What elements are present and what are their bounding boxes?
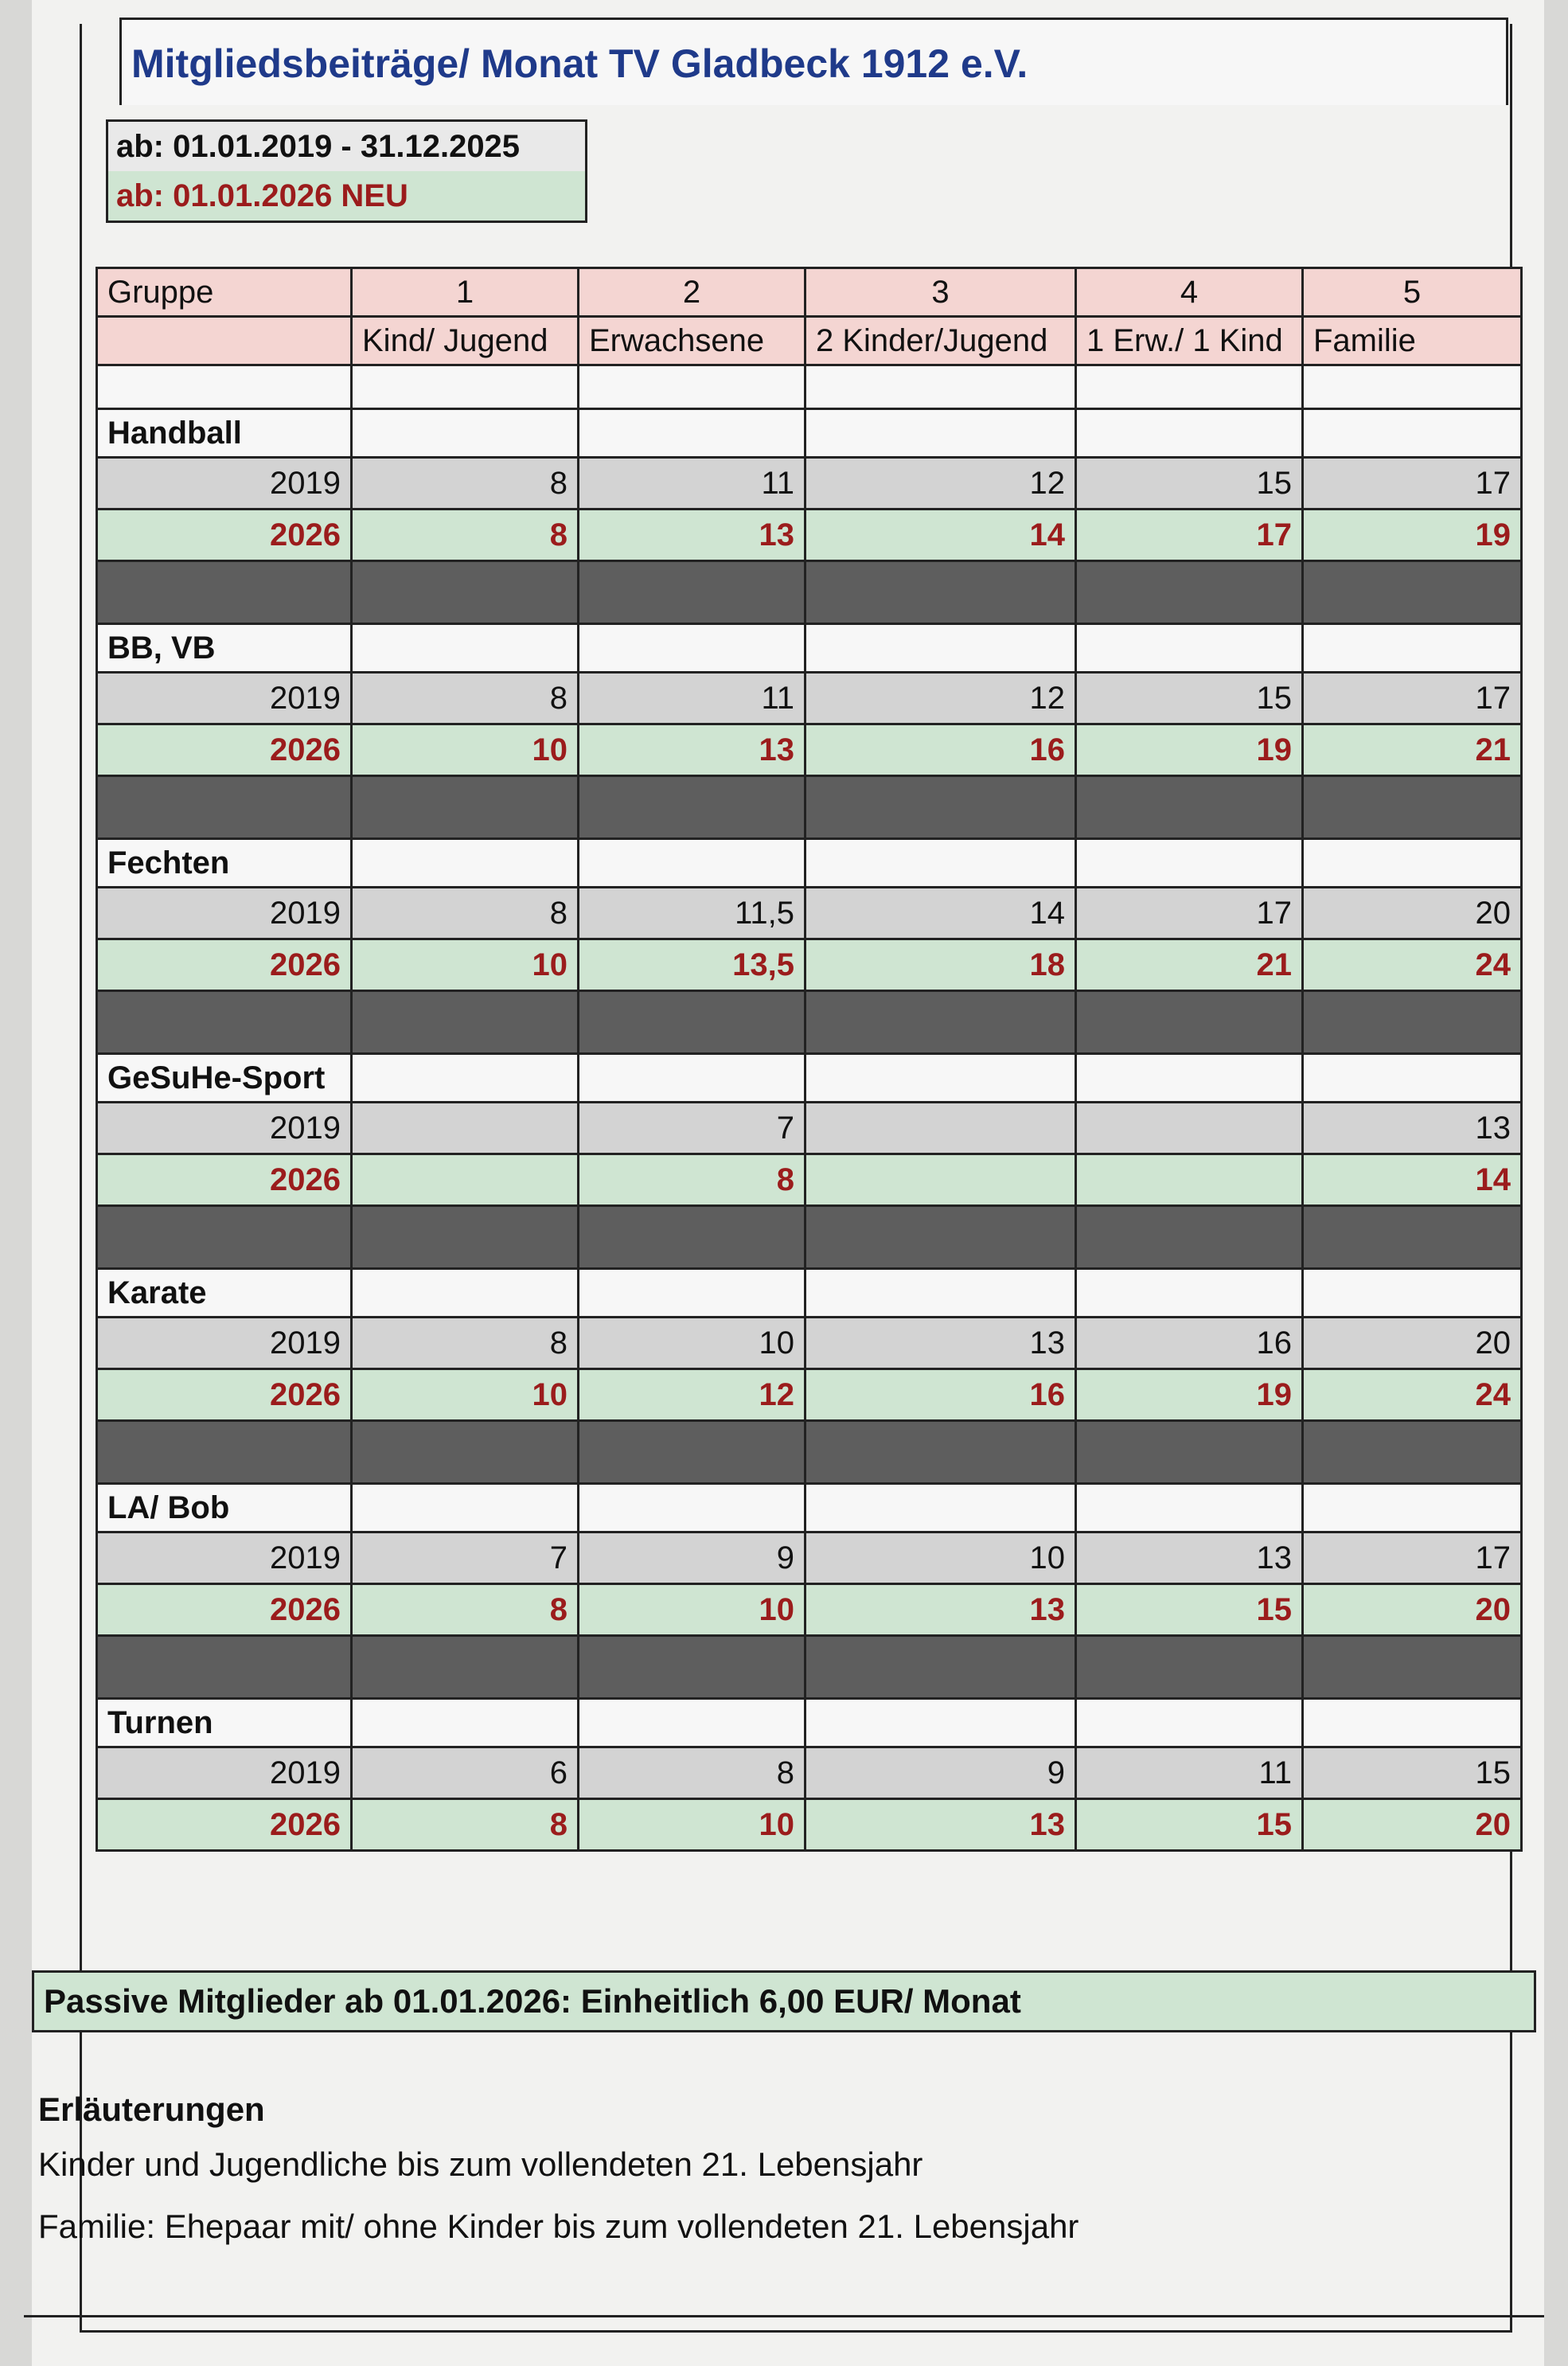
empty-cell	[1303, 1054, 1522, 1103]
group-name: LA/ Bob	[97, 1484, 352, 1532]
fee-row-2019	[97, 673, 1522, 724]
empty-cell	[1076, 624, 1303, 673]
fee-row-2026	[97, 1369, 1522, 1421]
group-row	[97, 1054, 1522, 1103]
header-category: Kind/ Jugend	[352, 317, 579, 365]
separator-cell	[352, 991, 579, 1054]
separator-cell	[97, 1206, 352, 1269]
year-label: 2026	[97, 510, 352, 561]
fee-value: 17	[1076, 510, 1303, 561]
fee-value: 10	[352, 939, 579, 991]
fee-row-2026	[97, 510, 1522, 561]
blank-cell	[805, 365, 1076, 409]
header-row-categories	[97, 317, 1522, 365]
separator-cell	[97, 991, 352, 1054]
fee-value: 9	[579, 1532, 805, 1584]
fee-value: 11	[579, 673, 805, 724]
fee-value	[1076, 1154, 1303, 1206]
empty-cell	[1303, 409, 1522, 458]
fee-value: 24	[1303, 939, 1522, 991]
separator-cell	[97, 1636, 352, 1699]
empty-cell	[352, 1269, 579, 1318]
empty-cell	[579, 1699, 805, 1747]
fee-value	[805, 1103, 1076, 1154]
fee-row-2026	[97, 1799, 1522, 1851]
fee-value: 17	[1303, 673, 1522, 724]
fee-value: 21	[1076, 939, 1303, 991]
fee-value: 10	[579, 1584, 805, 1636]
fee-value: 6	[352, 1747, 579, 1799]
fee-value: 10	[579, 1799, 805, 1851]
fee-value: 8	[579, 1747, 805, 1799]
separator-cell	[1076, 1636, 1303, 1699]
group-name: Fechten	[97, 839, 352, 888]
header-category: Erwachsene	[579, 317, 805, 365]
empty-cell	[1076, 839, 1303, 888]
fee-value	[805, 1154, 1076, 1206]
empty-cell	[352, 1699, 579, 1747]
empty-cell	[805, 1269, 1076, 1318]
header-number: 4	[1076, 268, 1303, 317]
header-number: 5	[1303, 268, 1522, 317]
year-label: 2026	[97, 1154, 352, 1206]
separator-cell	[1303, 776, 1522, 839]
empty-cell	[352, 409, 579, 458]
fee-value: 12	[805, 458, 1076, 510]
notes-line: Familie: Ehepaar mit/ ohne Kinder bis zum vollendeten 21. Lebensjahr	[38, 2208, 1079, 2245]
fee-value: 20	[1303, 888, 1522, 939]
separator-cell	[1303, 991, 1522, 1054]
separator-row	[97, 561, 1522, 624]
empty-cell	[805, 624, 1076, 673]
separator-cell	[579, 1636, 805, 1699]
empty-cell	[1303, 1699, 1522, 1747]
group-row	[97, 839, 1522, 888]
separator-cell	[352, 561, 579, 624]
fee-value: 13	[579, 510, 805, 561]
separator-cell	[579, 561, 805, 624]
header-category: 2 Kinder/Jugend	[805, 317, 1076, 365]
fee-value: 20	[1303, 1318, 1522, 1369]
blank-cell	[97, 365, 352, 409]
fee-value: 10	[352, 724, 579, 776]
year-label: 2019	[97, 1318, 352, 1369]
separator-cell	[805, 991, 1076, 1054]
empty-cell	[1303, 1269, 1522, 1318]
separator-cell	[805, 561, 1076, 624]
separator-cell	[97, 561, 352, 624]
fee-row-2019	[97, 1532, 1522, 1584]
fee-value: 8	[579, 1154, 805, 1206]
fee-value	[352, 1154, 579, 1206]
fee-value: 20	[1303, 1584, 1522, 1636]
fee-value: 10	[805, 1532, 1076, 1584]
year-label: 2019	[97, 1532, 352, 1584]
fee-value: 9	[805, 1747, 1076, 1799]
fee-row-2026	[97, 1154, 1522, 1206]
fee-value: 11	[1076, 1747, 1303, 1799]
group-name: Handball	[97, 409, 352, 458]
group-name: Turnen	[97, 1699, 352, 1747]
header-row-numbers	[97, 268, 1522, 317]
year-label: 2026	[97, 1584, 352, 1636]
empty-cell	[805, 1054, 1076, 1103]
separator-cell	[1076, 1421, 1303, 1484]
header-number: 2	[579, 268, 805, 317]
empty-cell	[805, 409, 1076, 458]
year-label: 2026	[97, 724, 352, 776]
separator-cell	[97, 776, 352, 839]
empty-cell	[1303, 839, 1522, 888]
bottom-rule	[24, 2315, 1544, 2317]
empty-cell	[1076, 409, 1303, 458]
fee-value: 15	[1076, 458, 1303, 510]
fee-value: 13,5	[579, 939, 805, 991]
fee-value: 10	[579, 1318, 805, 1369]
group-name: Karate	[97, 1269, 352, 1318]
empty-cell	[579, 624, 805, 673]
fee-row-2019	[97, 888, 1522, 939]
empty-cell	[579, 839, 805, 888]
year-label: 2026	[97, 1799, 352, 1851]
empty-cell	[1076, 1699, 1303, 1747]
separator-cell	[1076, 991, 1303, 1054]
header-number: 3	[805, 268, 1076, 317]
separator-cell	[1303, 561, 1522, 624]
empty-cell	[352, 1484, 579, 1532]
fee-value	[1076, 1103, 1303, 1154]
separator-cell	[352, 1636, 579, 1699]
separator-row	[97, 1636, 1522, 1699]
separator-cell	[579, 776, 805, 839]
fee-value: 11	[579, 458, 805, 510]
separator-row	[97, 991, 1522, 1054]
group-row	[97, 409, 1522, 458]
year-label: 2019	[97, 458, 352, 510]
separator-cell	[1076, 776, 1303, 839]
fee-value: 19	[1076, 724, 1303, 776]
year-label: 2019	[97, 673, 352, 724]
separator-cell	[805, 1636, 1076, 1699]
fee-value: 20	[1303, 1799, 1522, 1851]
fee-value: 17	[1303, 458, 1522, 510]
fee-value: 16	[805, 724, 1076, 776]
fee-row-2026	[97, 724, 1522, 776]
separator-cell	[579, 1421, 805, 1484]
separator-cell	[805, 1206, 1076, 1269]
fee-value: 7	[579, 1103, 805, 1154]
fee-value: 8	[352, 1318, 579, 1369]
validity-box	[106, 119, 587, 223]
fee-value: 17	[1076, 888, 1303, 939]
fee-row-2019	[97, 1318, 1522, 1369]
fee-value: 12	[805, 673, 1076, 724]
fee-row-2019	[97, 458, 1522, 510]
separator-cell	[97, 1421, 352, 1484]
fee-value: 13	[579, 724, 805, 776]
empty-cell	[579, 1484, 805, 1532]
fee-value: 15	[1303, 1747, 1522, 1799]
fee-value: 8	[352, 1584, 579, 1636]
fee-value: 7	[352, 1532, 579, 1584]
fee-value: 16	[805, 1369, 1076, 1421]
fee-value: 14	[805, 888, 1076, 939]
fee-value: 13	[805, 1318, 1076, 1369]
blank-row	[97, 365, 1522, 409]
empty-cell	[1303, 1484, 1522, 1532]
group-row	[97, 1699, 1522, 1747]
empty-cell	[352, 624, 579, 673]
blank-cell	[352, 365, 579, 409]
fee-value: 8	[352, 673, 579, 724]
fee-value: 12	[579, 1369, 805, 1421]
fee-value: 17	[1303, 1532, 1522, 1584]
empty-cell	[805, 1699, 1076, 1747]
blank-cell	[1303, 365, 1522, 409]
fee-value: 15	[1076, 1799, 1303, 1851]
empty-cell	[579, 1054, 805, 1103]
fee-value: 8	[352, 510, 579, 561]
fee-value: 8	[352, 1799, 579, 1851]
fee-value: 13	[1303, 1103, 1522, 1154]
group-row	[97, 624, 1522, 673]
group-name: GeSuHe-Sport	[97, 1054, 352, 1103]
separator-cell	[805, 1421, 1076, 1484]
separator-cell	[1303, 1206, 1522, 1269]
year-label: 2019	[97, 1747, 352, 1799]
separator-cell	[1303, 1421, 1522, 1484]
separator-cell	[579, 991, 805, 1054]
separator-cell	[352, 776, 579, 839]
passive-members-note: Passive Mitglieder ab 01.01.2026: Einheitlich 6,00 EUR/ Monat	[32, 1970, 1536, 2032]
group-row	[97, 1269, 1522, 1318]
group-row	[97, 1484, 1522, 1532]
notes-line: Kinder und Jugendliche bis zum vollendeten 21. Lebensjahr	[38, 2145, 923, 2183]
empty-cell	[1303, 624, 1522, 673]
header-category: 1 Erw./ 1 Kind	[1076, 317, 1303, 365]
fee-value: 15	[1076, 673, 1303, 724]
fee-value: 19	[1076, 1369, 1303, 1421]
separator-cell	[352, 1206, 579, 1269]
empty-cell	[805, 839, 1076, 888]
empty-cell	[352, 839, 579, 888]
fee-value: 13	[805, 1799, 1076, 1851]
fee-value: 8	[352, 458, 579, 510]
separator-cell	[1076, 1206, 1303, 1269]
fee-value: 11,5	[579, 888, 805, 939]
fee-value: 18	[805, 939, 1076, 991]
fee-value: 10	[352, 1369, 579, 1421]
empty-cell	[579, 409, 805, 458]
empty-cell	[1076, 1484, 1303, 1532]
separator-cell	[579, 1206, 805, 1269]
empty-cell	[352, 1054, 579, 1103]
fee-value: 14	[805, 510, 1076, 561]
period-old: ab: 01.01.2019 - 31.12.2025	[108, 122, 585, 171]
period-new: ab: 01.01.2026 NEU	[108, 171, 585, 221]
header-gruppe: Gruppe	[97, 268, 352, 317]
notes-heading: Erläuterungen	[38, 2091, 265, 2128]
fee-table	[96, 267, 1523, 1852]
separator-cell	[1303, 1636, 1522, 1699]
separator-cell	[805, 776, 1076, 839]
fee-value: 19	[1303, 510, 1522, 561]
year-label: 2026	[97, 939, 352, 991]
fee-value: 13	[805, 1584, 1076, 1636]
separator-row	[97, 776, 1522, 839]
empty-cell	[1076, 1269, 1303, 1318]
separator-cell	[1076, 561, 1303, 624]
empty-cell	[1076, 1054, 1303, 1103]
fee-value: 15	[1076, 1584, 1303, 1636]
page-title: Mitgliedsbeiträge/ Monat TV Gladbeck 1912 e.V.	[119, 18, 1508, 105]
empty-cell	[579, 1269, 805, 1318]
year-label: 2019	[97, 888, 352, 939]
fee-row-2019	[97, 1103, 1522, 1154]
empty-cell	[805, 1484, 1076, 1532]
header-empty	[97, 317, 352, 365]
fee-value: 24	[1303, 1369, 1522, 1421]
fee-value: 14	[1303, 1154, 1522, 1206]
fee-value: 13	[1076, 1532, 1303, 1584]
fee-value	[352, 1103, 579, 1154]
fee-row-2026	[97, 1584, 1522, 1636]
fee-value: 16	[1076, 1318, 1303, 1369]
separator-cell	[352, 1421, 579, 1484]
fee-row-2019	[97, 1747, 1522, 1799]
fee-value: 8	[352, 888, 579, 939]
blank-cell	[579, 365, 805, 409]
year-label: 2019	[97, 1103, 352, 1154]
fee-row-2026	[97, 939, 1522, 991]
header-category: Familie	[1303, 317, 1522, 365]
year-label: 2026	[97, 1369, 352, 1421]
separator-row	[97, 1421, 1522, 1484]
separator-row	[97, 1206, 1522, 1269]
notes-section	[38, 2086, 1519, 2258]
header-number: 1	[352, 268, 579, 317]
group-name: BB, VB	[97, 624, 352, 673]
fee-value: 21	[1303, 724, 1522, 776]
blank-cell	[1076, 365, 1303, 409]
